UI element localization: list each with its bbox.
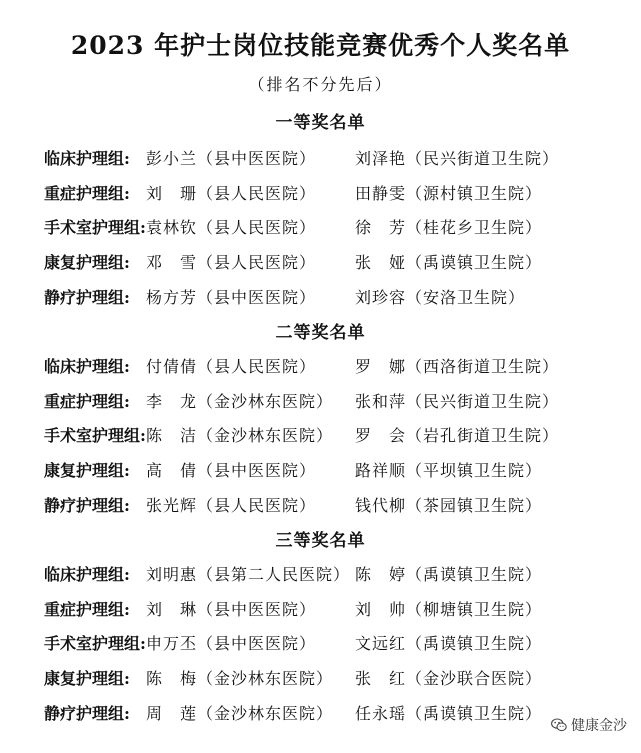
group-label: 静疗护理组:	[44, 288, 130, 307]
group-label: 手术室护理组:	[44, 634, 146, 653]
list-item	[0, 146, 641, 172]
winner-entry: 陈 婷（禹谟镇卫生院）	[355, 565, 543, 584]
list-item	[0, 562, 641, 588]
list-item	[0, 250, 641, 276]
winner-entry: 钱代柳（茶园镇卫生院）	[355, 496, 543, 515]
winner-entry: 陈 梅（金沙林东医院）	[146, 669, 334, 688]
list-item	[0, 458, 641, 484]
group-label: 重症护理组:	[44, 392, 130, 411]
winner-entry: 张光辉（县人民医院）	[146, 496, 317, 515]
group-label: 静疗护理组:	[44, 704, 130, 723]
group-label: 康复护理组:	[44, 669, 130, 688]
winner-entry: 陈 洁（金沙林东医院）	[146, 426, 334, 445]
wechat-icon	[551, 718, 567, 732]
group-label: 康复护理组:	[44, 461, 130, 480]
section-title-third-prize: 三等奖名单	[275, 531, 366, 551]
winner-entry: 杨方芳（县中医医院）	[146, 288, 317, 307]
group-label: 静疗护理组:	[44, 496, 130, 515]
winner-entry: 田静雯（源村镇卫生院）	[355, 184, 543, 203]
winner-entry: 刘 琳（县中医医院）	[146, 600, 317, 619]
winner-entry: 罗 娜（西洛街道卫生院）	[355, 357, 560, 376]
list-item	[0, 597, 641, 623]
winner-entry: 任永瑶（禹谟镇卫生院）	[355, 704, 543, 723]
winner-entry: 张和萍（民兴街道卫生院）	[355, 392, 560, 411]
winner-entry: 张 红（金沙联合医院）	[355, 669, 543, 688]
watermark-text: 健康金沙	[571, 718, 627, 734]
list-item	[0, 666, 641, 692]
watermark	[551, 715, 627, 735]
list-item	[0, 493, 641, 519]
winner-entry: 李 龙（金沙林东医院）	[146, 392, 334, 411]
winner-entry: 罗 会（岩孔街道卫生院）	[355, 426, 560, 445]
list-item	[0, 354, 641, 380]
winner-entry: 刘泽艳（民兴街道卫生院）	[355, 149, 560, 168]
winner-entry: 张 娅（禹谟镇卫生院）	[355, 253, 543, 272]
group-label: 手术室护理组:	[44, 426, 146, 445]
group-label: 康复护理组:	[44, 253, 130, 272]
winner-entry: 付倩倩（县人民医院）	[146, 357, 317, 376]
winner-entry: 袁林钦（县人民医院）	[146, 218, 317, 237]
list-item	[0, 181, 641, 207]
winner-entry: 高 倩（县中医医院）	[146, 461, 317, 480]
group-label: 重症护理组:	[44, 184, 130, 203]
list-item	[0, 701, 641, 727]
section-title-second-prize: 二等奖名单	[275, 323, 366, 343]
winner-entry: 刘 帅（柳塘镇卫生院）	[355, 600, 543, 619]
list-item	[0, 215, 641, 241]
winner-entry: 刘明惠（县第二人民医院）	[146, 565, 351, 584]
section-title-first-prize: 一等奖名单	[275, 113, 366, 133]
winner-entry: 刘 珊（县人民医院）	[146, 184, 317, 203]
winner-entry: 申万丕（县中医医院）	[146, 634, 317, 653]
list-item	[0, 423, 641, 449]
winner-entry: 邓 雪（县人民医院）	[146, 253, 317, 272]
page-title: 2023 年护士岗位技能竞赛优秀个人奖名单	[70, 31, 571, 60]
winner-entry: 彭小兰（县中医医院）	[146, 149, 317, 168]
group-label: 临床护理组:	[44, 565, 130, 584]
group-label: 临床护理组:	[44, 149, 130, 168]
page-subtitle: （排名不分先后）	[248, 75, 393, 94]
group-label: 手术室护理组:	[44, 218, 146, 237]
winner-entry: 文远红（禹谟镇卫生院）	[355, 634, 543, 653]
list-item	[0, 631, 641, 657]
winner-entry: 徐 芳（桂花乡卫生院）	[355, 218, 543, 237]
group-label: 重症护理组:	[44, 600, 130, 619]
winner-entry: 路祥顺（平坝镇卫生院）	[355, 461, 543, 480]
list-item	[0, 389, 641, 415]
group-label: 临床护理组:	[44, 357, 130, 376]
winner-entry: 刘珍容（安洛卫生院）	[355, 288, 526, 307]
winner-entry: 周 莲（金沙林东医院）	[146, 704, 334, 723]
list-item	[0, 285, 641, 311]
